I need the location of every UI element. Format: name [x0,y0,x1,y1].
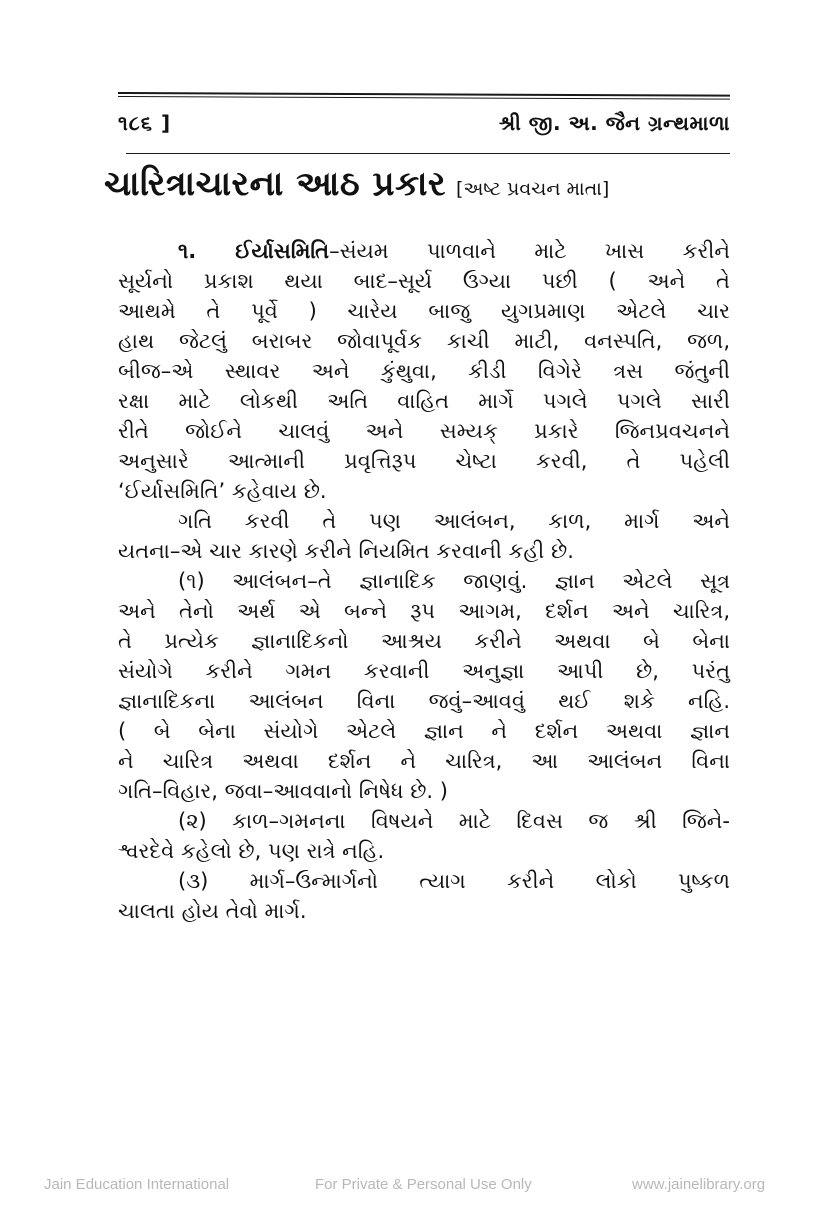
paragraph-kal [118,806,730,866]
text-line: ૧. ઈર્યાસમિતિ–સંયમ પાળવાને માટે ખાસ કરીને [178,239,730,263]
text-line: શ્વરદેવે કહેલો છે, પણ રાત્રે નહિ. [118,839,385,863]
text-line: રક્ષા માટે લોકથી અતિ વાહિત માર્ગે પગલે પગલે સારી [118,389,730,413]
text-line: (૧) આલંબન–તે જ્ઞાનાદિક જાણવું. જ્ઞાન એટલે સૂત્ર [178,569,730,593]
text-line: ‘ઈર્યાસમિતિ’ કહેવાય છે. [118,479,327,503]
text-line: જ્ઞાનાદિકના આલંબન વિના જવું–આવવું થઈ શકે નહિ. [118,689,730,713]
text-line: હાથ જેટલું બરાબર જોવાપૂર્વક કાચી માટી, વનસ્પતિ, જળ, [118,329,730,353]
text-line: યતના–એ ચાર કારણે કરીને નિયમિત કરવાની કહી છે. [118,539,574,563]
text-line: બીજ–એ સ્થાવર અને કુંથુવા, કીડી વિગેરે ત્રસ જંતુની [118,359,730,383]
text-line: ચાલતા હોય તેવો માર્ગ. [118,899,307,923]
header-double-rule [118,92,730,100]
body-text [118,236,730,926]
text-line: સૂર્યનો પ્રકાશ થયા બાદ–સૂર્ય ઉગ્યા પછી ( અને તે [118,269,730,293]
paragraph-marg [118,866,730,926]
watermark-footer [0,1170,828,1200]
running-header [118,108,730,138]
text-line: ને ચારિત્ર અથવા દર્શન ને ચારિત્ર, આ આલંબન વિના [118,749,730,773]
text-line: આથમે તે પૂર્વે ) ચારેય બાજુ યુગપ્રમાણ એટલે ચાર [118,299,730,323]
text-line: (૩) માર્ગ–ઉન્માર્ગનો ત્યાગ કરીને લોકો પુષ્કળ [178,869,730,893]
text-line: ગતિ કરવી તે પણ આલંબન, કાળ, માર્ગ અને [178,509,730,533]
footer-usage-note: For Private & Personal Use Only [315,1176,532,1193]
text-line: અનુસારે આત્માની પ્રવૃત્તિરૂપ ચેષ્ટા કરવી, તે પહેલી [118,449,730,473]
chapter-heading [104,164,744,204]
text-line: અને તેનો અર્થ એ બન્ને રૂપ આગમ, દર્શન અને ચારિત્ર, [118,599,730,623]
text-line: ( બે બેના સંયોગે એટલે જ્ઞાન ને દર્શન અથવા જ્ઞાન [118,719,730,743]
text-line: સંયોગે કરીને ગમન કરવાની અનુજ્ઞા આપી છે, પરંતુ [118,659,730,683]
footer-website[interactable]: www.jainelibrary.org [632,1176,766,1193]
text-line: ગતિ–વિહાર, જવા–આવવાનો નિષેધ છે. ) [118,779,448,803]
paragraph-alamban [118,566,730,806]
paragraph-iryasamiti [118,236,730,506]
page-number: ૧૮૬ ] [118,111,172,135]
section-lead: ૧. ઈર્યાસમિતિ [178,239,330,263]
text-line: (૨) કાળ–ગમનના વિષયને માટે દિવસ જ શ્રી જિને- [178,809,730,833]
series-title: શ્રી જી. અ. જૈન ગ્રન્થમાળા [498,111,730,135]
header-single-rule [126,153,730,154]
footer-publisher: Jain Education International [44,1176,230,1193]
text-line: તે પ્રત્યેક જ્ઞાનાદિકનો આશ્રય કરીને અથવા બે બેના [118,629,730,653]
paragraph-gati [118,506,730,566]
chapter-subtitle: [અષ્ટ પ્રવચન માતા] [456,178,610,200]
text-line: રીતે જોઈને ચાલવું અને સમ્યક્ પ્રકારે જિનપ્રવચનને [118,419,730,443]
chapter-title: ચારિત્રાચારના આઠ પ્રકાર [104,164,446,204]
